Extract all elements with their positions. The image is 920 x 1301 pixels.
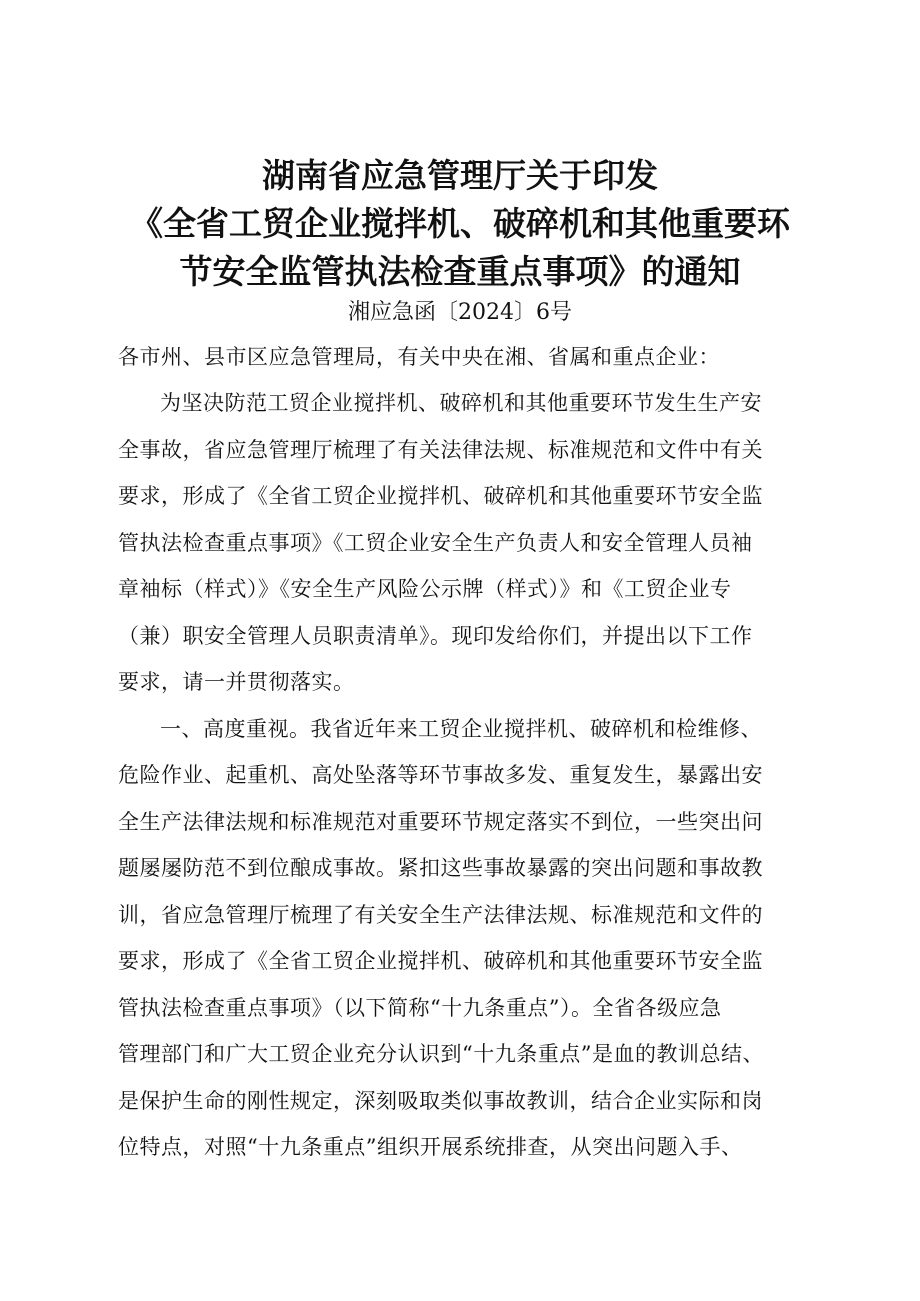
paragraph-1-line: 要求，形成了《全省工贸企业搅拌机、破碎机和其他重要环节安全监 <box>118 484 763 508</box>
document-title-line-2: 《全省工贸企业搅拌机、破碎机和其他重要环 <box>130 204 790 243</box>
paragraph-2-line: 训，省应急管理厅梳理了有关安全生产法律法规、标准规范和文件的 <box>118 903 763 927</box>
paragraph-1-line: 章袖标（样式）》《安全生产风险公示牌（样式）》和《工贸企业专 <box>118 577 732 601</box>
paragraph-2-line: 管执法检查重点事项》（以下简称“十九条重点”）。全省各级应急 <box>118 996 722 1020</box>
paragraph-2-line: 要求，形成了《全省工贸企业搅拌机、破碎机和其他重要环节安全监 <box>118 949 763 973</box>
paragraph-2-line: 位特点，对照“十九条重点”组织开展系统排查，从突出问题入手、 <box>118 1135 743 1159</box>
paragraph-1-line: 为坚决防范工贸企业搅拌机、破碎机和其他重要环节发生生产安 <box>160 391 762 415</box>
paragraph-2-line: 管理部门和广大工贸企业充分认识到“十九条重点”是血的教训总结、 <box>118 1042 764 1066</box>
paragraph-2-line: 危险作业、起重机、高处坠落等环节事故多发、重复发生，暴露出安 <box>118 763 763 787</box>
paragraph-2-line: 题屡屡防范不到位酿成事故。紧扣这些事故暴露的突出问题和事故教 <box>118 856 763 880</box>
paragraph-1-line: 要求，请一并贯彻落实。 <box>118 670 355 694</box>
paragraph-2-line: 一、高度重视。我省近年来工贸企业搅拌机、破碎机和检维修、 <box>160 717 762 741</box>
addressee-line: 各市州、县市区应急管理局，有关中央在湘、省属和重点企业： <box>118 345 720 369</box>
paragraph-1-line: 全事故，省应急管理厅梳理了有关法律法规、标准规范和文件中有关 <box>118 438 763 462</box>
paragraph-1-line: 管执法检查重点事项》《工贸企业安全生产负责人和安全管理人员袖 <box>118 531 753 555</box>
paragraph-2-line: 是保护生命的刚性规定，深刻吸取类似事故教训，结合企业实际和岗 <box>118 1089 763 1113</box>
paragraph-2-line: 全生产法律法规和标准规范对重要环节规定落实不到位，一些突出问 <box>118 810 763 834</box>
document-title-line-3: 节安全监管执法检查重点事项》的通知 <box>179 252 741 291</box>
paragraph-1-line: （兼）职安全管理人员职责清单》。现印发给你们，并提出以下工作 <box>118 624 753 648</box>
document-title-line-1: 湖南省应急管理厅关于印发 <box>262 156 658 195</box>
document-number: 湘应急函〔2024〕6号 <box>348 300 572 325</box>
